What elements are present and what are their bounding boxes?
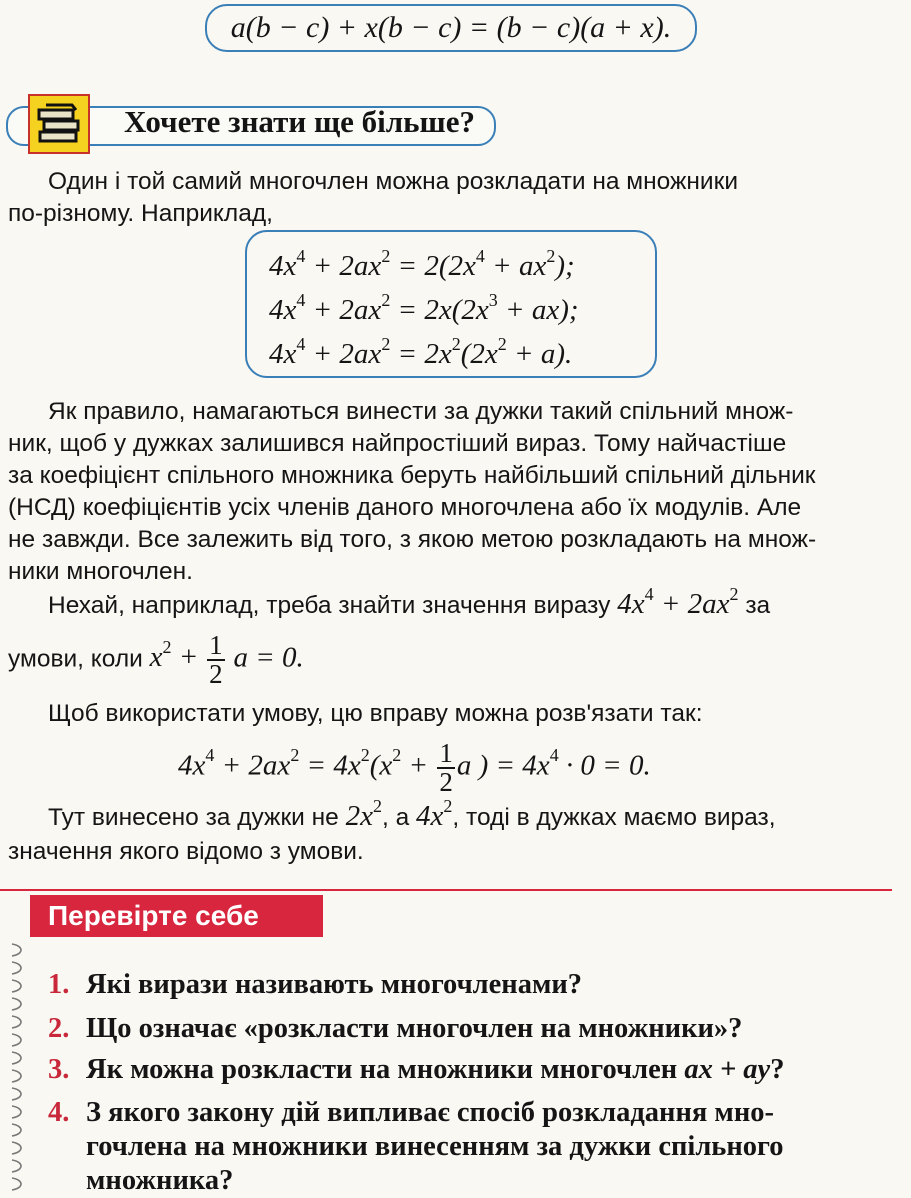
question-item: 2. Що означає «розкласти многочлен на множники»? <box>48 1013 743 1044</box>
top-formula: a(b − c) + x(b − c) = (b − c)(a + x). <box>230 11 672 44</box>
examples-box <box>245 230 657 378</box>
example-row: $4x^4 + 2ax^2 = 2x(2x^3 + ax)$; <box>269 289 579 326</box>
intro-paragraph <box>8 166 900 230</box>
example-row: $4x^4 + 2ax^2 = 2x^2(2x^2 + a)$. <box>269 333 573 370</box>
question-item: 4. З якого закону дій випливає спосіб розкладання мно- гочлена на множники винесенням за дужки спільного множника? <box>48 1097 784 1196</box>
example-row: $4x^4 + 2ax^2 = 2(2x^4 + ax^2)$; <box>269 245 575 282</box>
condition-line: умови, коли $x^2$ + $\frac{1}{2}$ a = 0. <box>8 630 304 689</box>
top-formula-box <box>205 4 697 52</box>
check-yourself-title: Перевірте себе <box>48 900 259 931</box>
fraction-half: $\frac{1}{2}$ <box>209 630 223 689</box>
fraction-half: $\frac{1}{2}$ <box>439 738 453 797</box>
solution-formula: $4x^4 + 2ax^2 = 4x^2(x^2$ + $\frac{1}{2}$ a ) = $4x^4 \cdot 0 = 0$. <box>178 738 651 797</box>
question-item: 3. Як можна розкласти на множники многочлен ax + ay? <box>48 1054 785 1085</box>
rule-line: за коефіцієнт спільного множника беруть найбільший спільний дільник <box>8 462 816 489</box>
solve-intro: Щоб використати умову, цю вправу можна розв'язати так: <box>48 700 703 727</box>
rule-line: ник, щоб у дужках залишився найпростіший вираз. Тому найчастіше <box>8 430 787 457</box>
intro-line: Один і той самий многочлен можна розкладати на множники <box>48 168 739 195</box>
check-yourself-banner <box>30 895 323 937</box>
want-more-title: Хочете знати ще більше? <box>124 104 475 139</box>
rule-line: Як правило, намагаються винести за дужки такий спільний множ- <box>48 398 794 425</box>
rule-line: (НСД) коефіцієнтів усіх членів даного многочлена або їх модулів. Але <box>8 494 802 521</box>
intro-line: по-різному. Наприклад, <box>8 200 273 227</box>
books-icon <box>28 94 90 154</box>
rule-line: ники многочлен. <box>8 558 193 585</box>
note-line: Тут винесено за дужки не $2x^2$, а $4x^2$, тоді в дужках маємо вираз, <box>48 795 776 832</box>
section-divider <box>0 889 892 891</box>
note-line: значення якого відомо з умови. <box>8 838 364 865</box>
question-item: 1. Які вирази називають многочленами? <box>48 969 583 1000</box>
rule-paragraph <box>8 396 900 588</box>
rule-line: не завжди. Все залежить від того, з якою метою розкладають на множ- <box>8 526 817 553</box>
spiral-binding-icon <box>6 940 30 1191</box>
task-line: Нехай, наприклад, треба знайти значення виразу $4x^4 + 2ax^2$ за <box>48 583 771 620</box>
want-more-header <box>6 94 494 154</box>
